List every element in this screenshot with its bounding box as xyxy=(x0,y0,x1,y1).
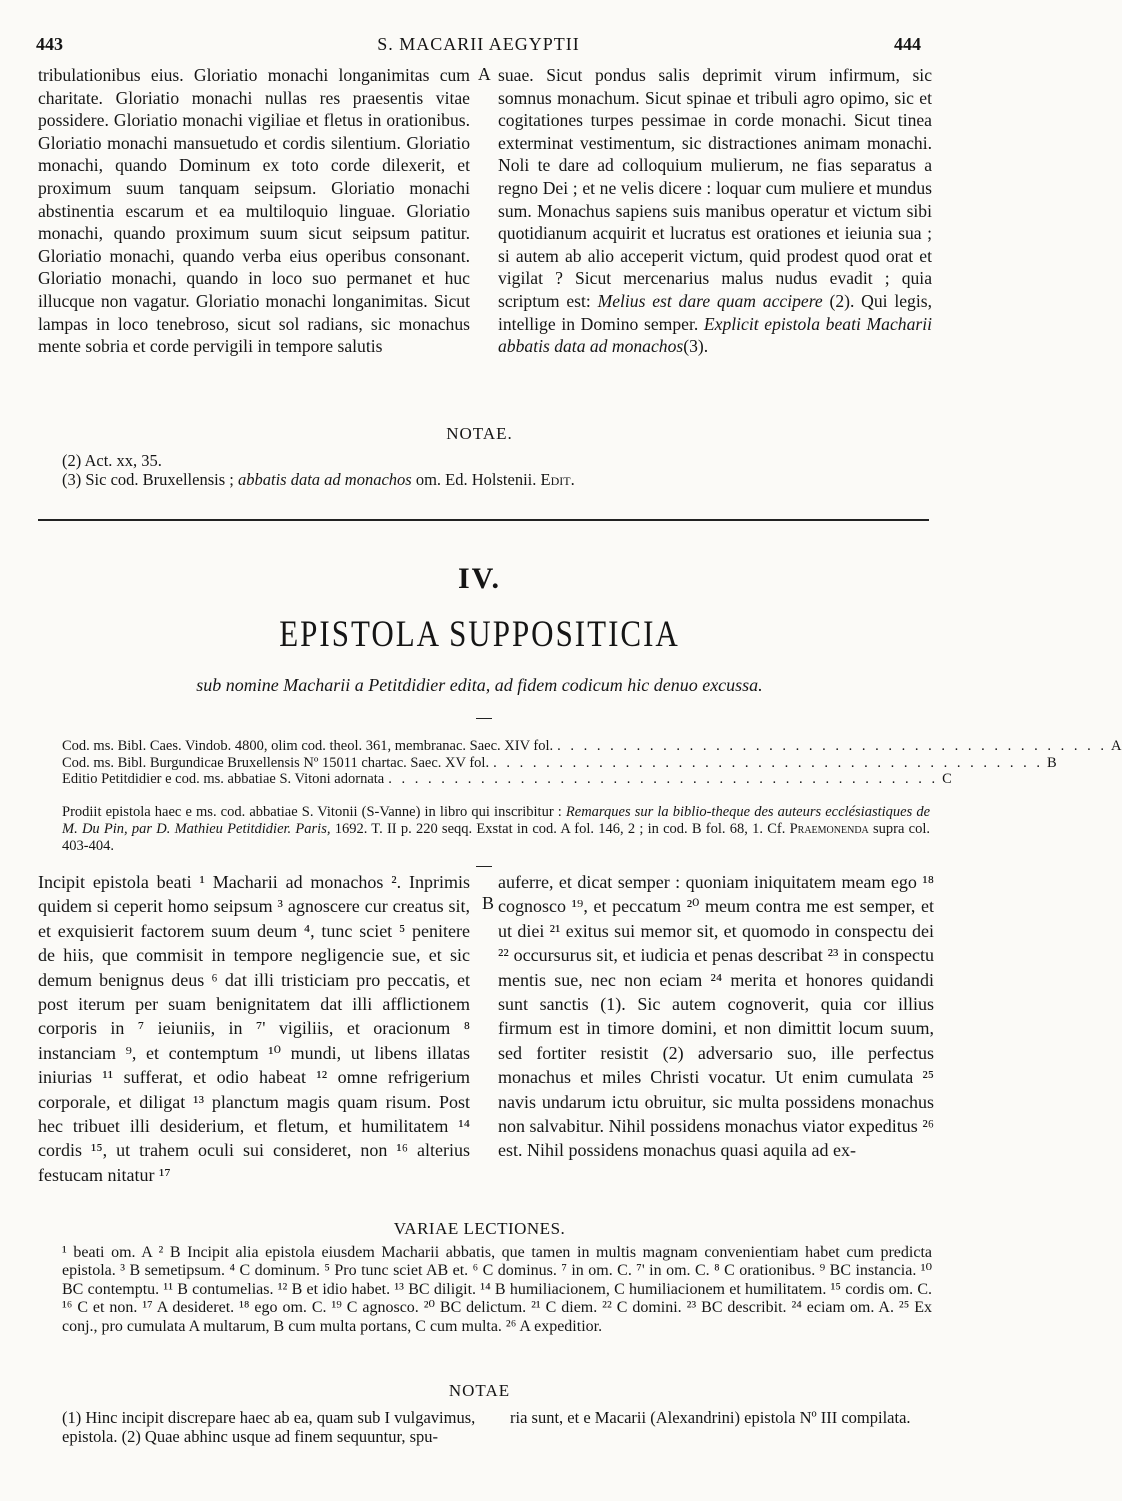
notes-bottom-left: (1) Hinc incipit discrepare haec ab ea, quam sub I vulgavimus, epistola. (2) Quae abhinc usque ad finem sequuntur, spu- xyxy=(62,1408,476,1446)
codex-text: Cod. ms. Bibl. Burgundicae Bruxellensis Nº 15011 chartac. Saec. XV fol. xyxy=(62,754,490,771)
top-right-paragraph xyxy=(498,64,932,358)
codex-row xyxy=(62,771,952,788)
epistola-left-text: Incipit epistola beati ¹ Macharii ad monachos ². Inprimis quidem si ceperit homo seipsum ³ agnoscere cur creatus sit, et exquisierit factorem suum deum ⁴, tunc sciet ⁵ penitere de hiis, que commisit in tempore negligencie sue, et sic demum benignus deus ⁶ dat illi tristiciam pro peccatis, et post iterum per suam benignitatem dat illi afflictionem corporis in ⁷ ieiuniis, in ⁷' vigiliis, et oracionum ⁸ instanciam ⁹, et contemptum ¹⁰ mundi, ut libens illatas iniurias ¹¹ sufferat, et odio habeat ¹² omne refrigerium corporale, et diligat ¹³ planctum magis quam risum. Post hec tribuet illi desiderium, et fletum, et humilitatem ¹⁴ cordis ¹⁵, ut trahem oculi sui consideret, non ¹⁶ alterius festucam nitatur ¹⁷ xyxy=(38,872,470,1185)
separator-dash xyxy=(476,718,492,719)
section-number: IV. xyxy=(458,562,501,595)
codex-row xyxy=(62,754,1057,772)
notes-bottom-right: ria sunt, et e Macarii (Alexandrini) epistola Nº III compilata. xyxy=(510,1408,911,1427)
top-left-column xyxy=(38,64,470,358)
column-marker-a: A xyxy=(478,64,491,84)
epistola-right-text: auferre, et dicat semper : quoniam iniquitatem meam ego ¹⁸ cognosco ¹⁹, et peccatum ²⁰ meum contra me est semper, et ut diei ²¹ exitus sui memor sit, et quomodo in conspectu dei ²² occursurus sit, et iudicia et penas describat ²³ in conspectu mentis sue, nec non eciam ²⁴ merita et honores quidandi sunt sanctis (1). Sic autem cognoverit, quia cor illius firmum est in timore domini, et non dimittit locum suum, sed fortiter resistit (2) adversario suo, ille perfectus monachus et miles Christi vocatur. Ut enim cumulata ²⁵ navis undarum ictu obruitur, sic multa possidens monachus non salvabitur. Nihil possidens monachus viator expeditus ²⁶ est. Nihil possidens monachus quasi aquila ad ex- xyxy=(498,872,934,1161)
footnote-3-post: om. Ed. Holstenii. xyxy=(415,469,537,489)
prodiit-post: 1692. T. II p. 220 seqq. Exstat in cod. A fol. 146, 2 ; in cod. B fol. 68, 1. Cf. xyxy=(334,820,786,837)
prodiit-italic: Remarques sur la biblio-theque des auteurs ecclésiastiques de M. Du Pin, par D. Mathieu Petitdidier. Paris, xyxy=(62,804,931,837)
top-right-quote: Melius est dare quam accipere xyxy=(597,290,823,311)
codex-text: Editio Petitdidier e cod. ms. abbatiae S. Vitoni adornata xyxy=(62,771,385,787)
notae-heading: NOTAE. xyxy=(446,424,513,443)
codex-siglum: B xyxy=(1046,754,1057,771)
footnote-3-italic: abbatis data ad monachos xyxy=(237,469,412,489)
top-footnotes xyxy=(62,452,922,489)
codex-text: Cod. ms. Bibl. Caes. Vindob. 4800, olim cod. theol. 361, membranac. Saec. XIV fol. xyxy=(62,738,554,754)
prodiit-end: supra col. 403-404. xyxy=(62,820,930,854)
running-head xyxy=(36,34,921,58)
codices-list xyxy=(62,738,1122,788)
variae-lectiones: ¹ beati om. A ² B Incipit alia epistola eiusdem Macharii abbatis, que tamen in multis magnam convenientiam habet cum predicta epistola. ³ B semetipsum. ⁴ C dominum. ⁵ Pro tunc sciet AB et. ⁶ C dominus. ⁷ in om. C. ⁷' in om. C. ⁸ C orationibus. ⁹ BC instancia. ¹⁰ BC contemptu. ¹¹ B contumelias. ¹² B et idio habet. ¹³ BC diligit. ¹⁴ B humiliacionem, C humiliacionem et humilitatem. ¹⁵ cordis om. C. ¹⁶ C et non. ¹⁷ A desideret. ¹⁸ ego om. C. ¹⁹ C agnosco. ²⁰ BC delictum. ²¹ C diem. ²² C domini. ²³ BC describit. ²⁴ eciam om. A. ²⁵ Ex conj., pro cumulata A multarum, B cum multa portans, C cum multa. ²⁶ A expeditior. xyxy=(62,1244,932,1335)
top-left-text: tribulationibus eius. Gloriatio monachi longanimitas cum charitate. Gloriatio monachi nullas res praesentis vitae possidere. Gloriatio monachi vigiliae et fletus in orationibus. Gloriatio monachi mansuetudo et cordis silentium. Gloriatio monachi, quando Dominum ex toto corde dilexerit, et proximum suum tanquam seipsum. Gloriatio monachi abstinentia escarum et ea multiloquio linguae. Gloriatio monachi, quando proximum suum sicut seipsum patitur. Gloriatio monachi, quando verba eius operibus consonant. Gloriatio monachi, quando in loco suo permanet et huc illucque non vagatur. Gloriatio monachi longanimitas. Sicut lampas in loco tenebroso, sicut sol radians, sic monachus mente sobria et corde pervigili in tempore salutis xyxy=(38,65,470,357)
codex-siglum: A xyxy=(1111,738,1122,754)
codex-siglum: C xyxy=(942,771,952,787)
dot-leader: . . . . . . . . . . . . . . . . . . . . . . . . . . . . . . . . . . . . . . . . . . xyxy=(388,771,939,787)
column-marker-b: B xyxy=(482,893,495,913)
section-rule xyxy=(38,519,929,521)
prodiit-pre: Prodiit epistola haec e ms. cod. abbatiae S. Vitonii (S-Vanne) in libro qui inscribitur : xyxy=(62,804,562,820)
running-title: S. MACARII AEGYPTII xyxy=(377,34,580,54)
footnote-3 xyxy=(62,471,922,490)
codex-row xyxy=(62,738,1122,755)
notae-heading-bottom: NOTAE xyxy=(448,1381,511,1400)
top-right-ref3: (3). xyxy=(683,336,709,357)
top-right-ref2: (2). Qui legis, intellige in Domino semper. xyxy=(498,290,932,334)
top-right-explicit: Explicit epistola beati Macharii abbatis data ad monachos xyxy=(498,313,932,357)
prodiit-smallcaps: Praemonenda xyxy=(789,820,869,837)
dot-leader: . . . . . . . . . . . . . . . . . . . . . . . . . . . . . . . . . . . . . . . . . . xyxy=(493,754,1043,771)
page-number-left: 443 xyxy=(36,34,63,54)
footnote-3-pre: (3) Sic cod. Bruxellensis ; xyxy=(62,469,234,489)
page-number-right: 444 xyxy=(894,34,921,54)
variae-heading: VARIAE LECTIONES. xyxy=(393,1219,566,1238)
section-title: EPISTOLA SUPPOSITICIA xyxy=(279,612,680,655)
top-right-column xyxy=(498,64,932,358)
separator-dash xyxy=(476,866,492,867)
prodiit-paragraph xyxy=(62,804,930,854)
epistola-right-column xyxy=(498,870,934,1163)
footnote-2: (2) Act. xx, 35. xyxy=(62,451,162,470)
footnote-3-edit: Edit. xyxy=(540,469,575,489)
top-right-text: suae. Sicut pondus salis deprimit virum infirmum, sic somnus monachum. Sicut spinae et tribuli agro opimo, sic et cogitationes turpes pessimae in corde monachi. Sicut tinea exterminat vestimentum, sic distractiones animam monachi. Noli te dare ad colloquium mulierum, ne fias separatus a regno Dei ; et ne velis dicere : loquar cum muliere et mundus sum. Monachus sapiens suis manibus operatur et victum sibi quotidianum acquirit et lucratus est orationes et ieiunia sua ; si autem ab alio acceperit victum, quid prodest quod orat et vigilat ? Sicut mercenarius malus nudus evadit ; quia scriptum est: xyxy=(498,65,932,311)
epistola-left-column xyxy=(38,870,470,1187)
section-subtitle: sub nomine Macharii a Petitdidier edita, ad fidem codicum hic denuo excussa. xyxy=(196,675,763,695)
dot-leader: . . . . . . . . . . . . . . . . . . . . . . . . . . . . . . . . . . . . . . . . . . xyxy=(557,738,1108,754)
